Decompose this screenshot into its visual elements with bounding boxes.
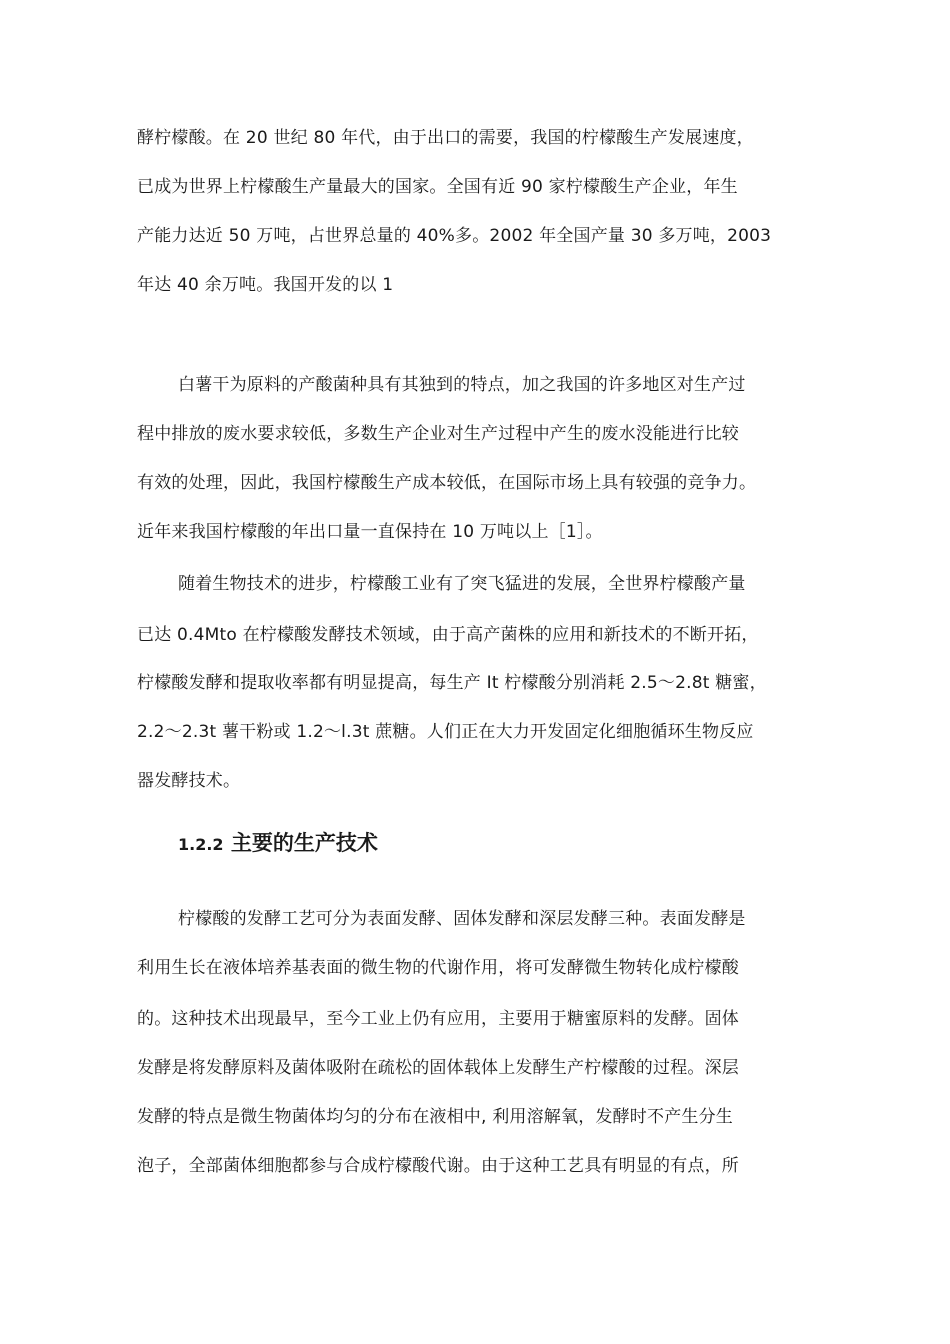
text-line: 发酵的特点是微生物菌体均匀的分布在液相中, 利用溶解氧，发酵时不产生分生 — [137, 1107, 734, 1127]
text-line: 有效的处理，因此，我国柠檬酸生产成本较低，在国际市场上具有较强的竞争力。 — [137, 473, 757, 493]
text-line: 泡子，全部菌体细胞都参与合成柠檬酸代谢。由于这种工艺具有明显的有点，所 — [137, 1156, 739, 1176]
text-line: 利用生长在液体培养基表面的微生物的代谢作用，将可发酵微生物转化成柠檬酸 — [137, 958, 739, 978]
text-line: 器发酵技术。 — [137, 771, 241, 791]
text-line: 已成为世界上柠檬酸生产量最大的国家。全国有近 90 家柠檬酸生产企业，年生 — [137, 177, 738, 197]
text-line: 已达 0.4Mto 在柠檬酸发酵技术领域，由于高产菌株的应用和新技术的不断开拓， — [137, 625, 759, 645]
section-title: 主要的生产技术 — [230, 831, 378, 855]
text-line: 白薯干为原料的产酸菌种具有其独到的特点，加之我国的许多地区对生产过 — [178, 375, 746, 395]
text-line: 产能力达近 50 万吨，占世界总量的 40%多。2002 年全国产量 30 多万吨，2003 — [137, 226, 772, 246]
text-line: 发酵是将发酵原料及菌体吸附在疏松的固体载体上发酵生产柠檬酸的过程。深层 — [137, 1058, 739, 1078]
text-line: 程中排放的废水要求较低，多数生产企业对生产过程中产生的废水没能进行比较 — [137, 424, 739, 444]
text-line: 的。这种技术出现最早，至今工业上仍有应用，主要用于糖蜜原料的发酵。固体 — [137, 1009, 739, 1029]
text-line: 柠檬酸发酵和提取收率都有明显提高，每生产 It 柠檬酸分别消耗 2.5～2.8t 糖蜜， — [137, 673, 767, 693]
text-line: 随着生物技术的进步，柠檬酸工业有了突飞猛进的发展，全世界柠檬酸产量 — [178, 574, 746, 594]
text-line: 2.2～2.3t 薯干粉或 1.2～l.3t 蔗糖。人们正在大力开发固定化细胞循环生物反应 — [137, 722, 754, 742]
text-line: 年达 40 余万吨。我国开发的以 1 — [137, 275, 394, 295]
section-heading — [178, 829, 378, 859]
text-line: 酵柠檬酸。在 20 世纪 80 年代，由于出口的需要，我国的柠檬酸生产发展速度， — [137, 128, 754, 148]
text-line: 近年来我国柠檬酸的年出口量一直保持在 10 万吨以上［1］。 — [137, 522, 603, 542]
text-line: 柠檬酸的发酵工艺可分为表面发酵、固体发酵和深层发酵三种。表面发酵是 — [178, 909, 746, 929]
section-number: 1.2.2 — [178, 835, 224, 854]
